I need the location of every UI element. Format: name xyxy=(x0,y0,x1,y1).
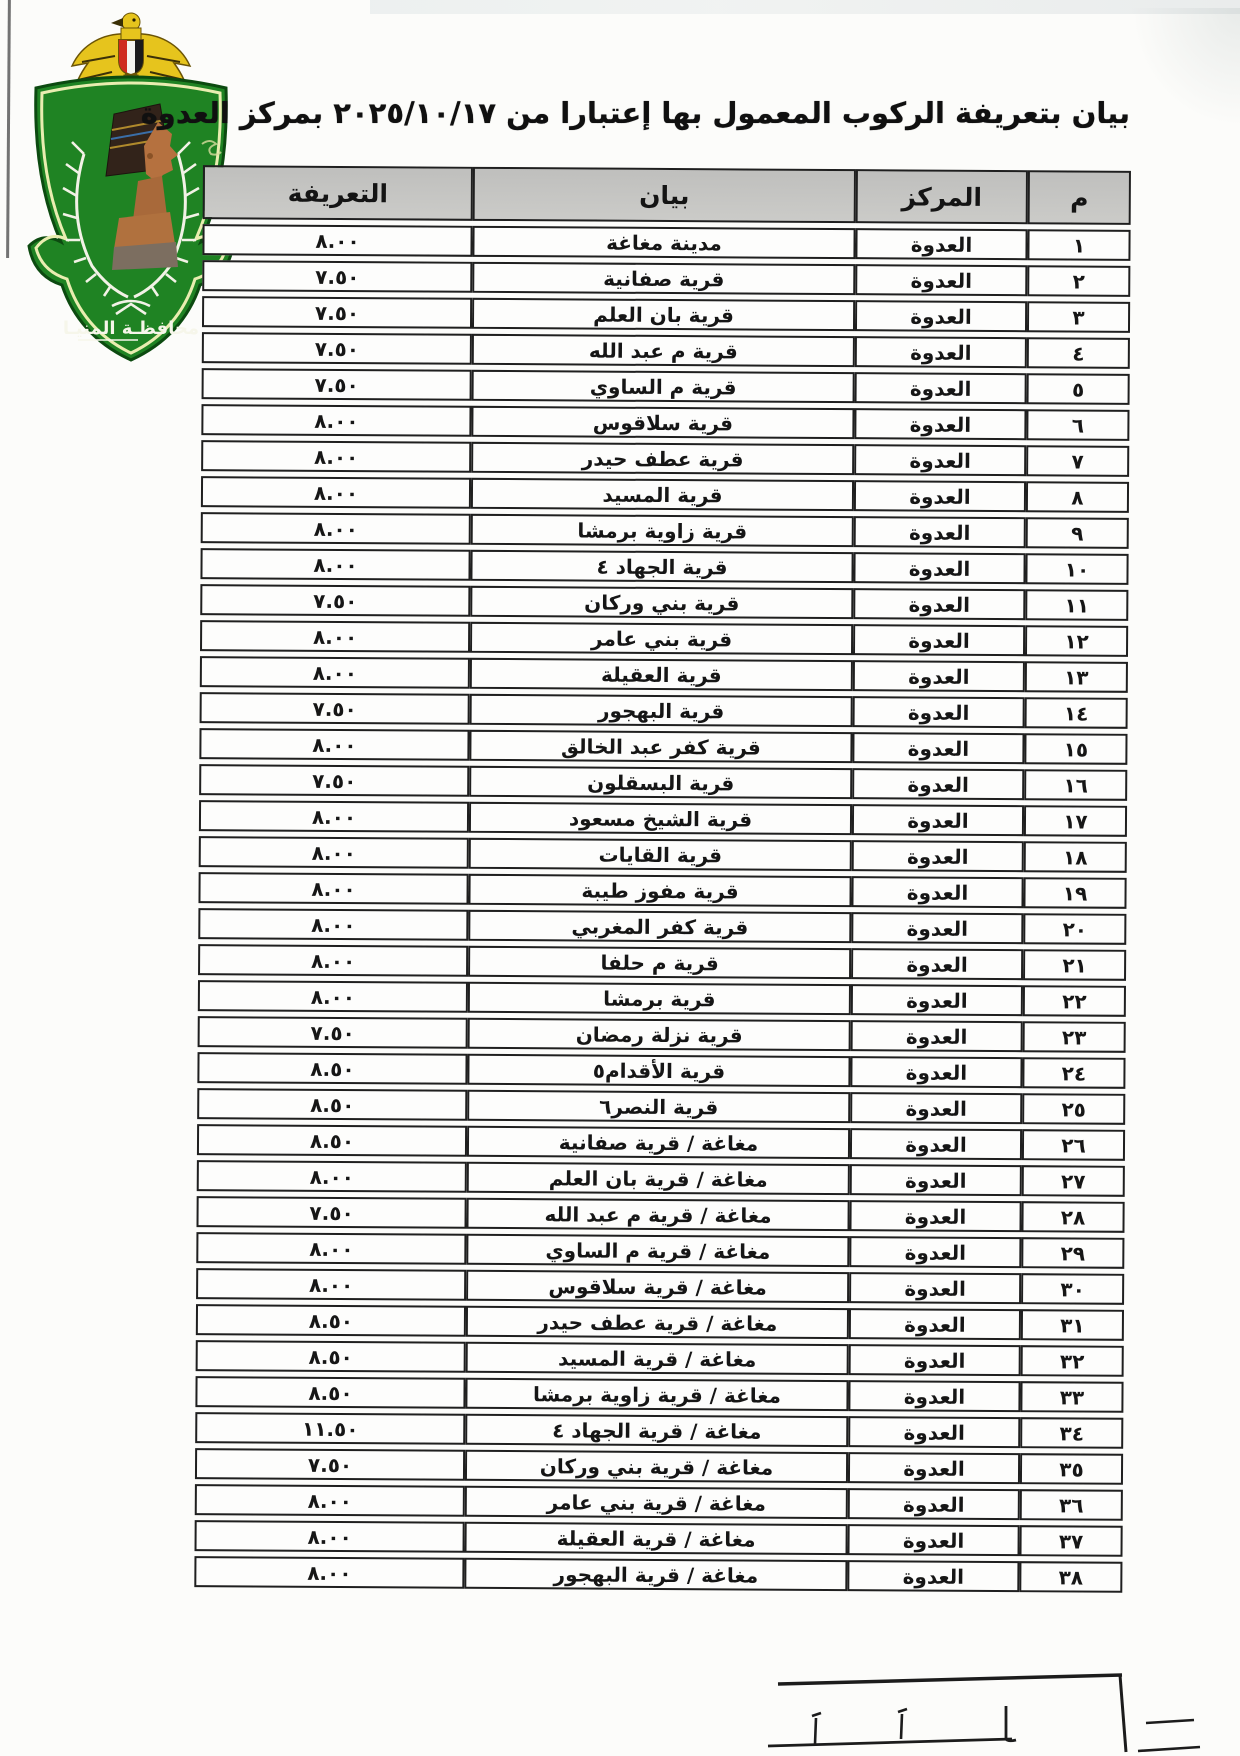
table-row xyxy=(195,1376,1123,1413)
table-row xyxy=(200,656,1128,693)
row-num-cell: ٣٢ xyxy=(1021,1345,1124,1377)
row-description-cell: قرية م حلفا xyxy=(468,946,851,979)
table-row xyxy=(197,1088,1125,1125)
row-num-cell: ٣١ xyxy=(1021,1309,1124,1341)
table-row xyxy=(195,1484,1123,1521)
row-num-cell: ٣٨ xyxy=(1019,1561,1122,1593)
table-row xyxy=(198,872,1126,909)
row-tariff-cell: ١١.٥٠ xyxy=(195,1412,465,1445)
row-num-cell: ٦ xyxy=(1026,409,1129,441)
row-center-cell: العدوة xyxy=(847,1524,1019,1556)
row-center-cell: العدوة xyxy=(851,984,1023,1016)
row-description-cell: مدينة مغاغة xyxy=(472,226,855,259)
table-row xyxy=(202,332,1130,369)
row-tariff-cell: ٨.٠٠ xyxy=(199,800,469,833)
row-center-cell: العدوة xyxy=(850,1164,1022,1196)
row-num-cell: ١١ xyxy=(1025,589,1128,621)
row-num-cell: ٢٤ xyxy=(1022,1057,1125,1089)
row-description-cell: مغاغة / قرية زاوية برمشا xyxy=(465,1378,848,1411)
row-tariff-cell: ٨.٠٠ xyxy=(202,224,472,257)
row-num-cell: ١٠ xyxy=(1025,553,1128,585)
table-row xyxy=(202,260,1130,297)
row-num-cell: ٤ xyxy=(1027,337,1130,369)
row-num-cell: ٢٦ xyxy=(1022,1129,1125,1161)
row-description-cell: قرية بني وركان xyxy=(470,586,853,619)
row-tariff-cell: ٨.٠٠ xyxy=(201,440,471,473)
row-num-cell: ١٢ xyxy=(1025,625,1128,657)
table-row xyxy=(201,404,1129,441)
row-num-cell: ٥ xyxy=(1027,373,1130,405)
row-num-cell: ٣٥ xyxy=(1020,1453,1123,1485)
table-row xyxy=(199,764,1127,801)
row-description-cell: قرية العقيلة xyxy=(470,658,853,691)
row-description-cell: قرية بان العلم xyxy=(472,298,855,331)
row-tariff-cell: ٨.٥٠ xyxy=(197,1052,467,1085)
table-row xyxy=(194,1556,1122,1593)
row-num-cell: ١٧ xyxy=(1024,805,1127,837)
row-tariff-cell: ٨.٠٠ xyxy=(200,548,470,581)
table-row xyxy=(202,296,1130,333)
row-tariff-cell: ٨.٠٠ xyxy=(194,1556,464,1589)
row-description-cell: قرية القايات xyxy=(469,838,852,871)
table-row xyxy=(199,836,1127,873)
row-description-cell: مغاغة / قرية سلاقوس xyxy=(466,1270,849,1303)
table-row xyxy=(197,1124,1125,1161)
row-tariff-cell: ٨.٠٠ xyxy=(199,836,469,869)
row-num-cell: ١٥ xyxy=(1024,733,1127,765)
row-description-cell: مغاغة / قرية العقيلة xyxy=(465,1522,848,1555)
table-row xyxy=(198,980,1126,1017)
row-center-cell: العدوة xyxy=(848,1416,1020,1448)
row-center-cell: العدوة xyxy=(854,480,1026,512)
row-description-cell: قرية مفوز طيبة xyxy=(468,874,851,907)
row-description-cell: قرية م عبد الله xyxy=(472,334,855,367)
row-num-cell: ٩ xyxy=(1026,517,1129,549)
table-row xyxy=(196,1304,1124,1341)
row-tariff-cell: ٨.٠٠ xyxy=(196,1268,466,1301)
table-row xyxy=(199,728,1127,765)
row-center-cell: العدوة xyxy=(855,228,1027,260)
row-description-cell: قرية الأقدام٥ xyxy=(467,1054,850,1087)
scan-edge-line xyxy=(6,0,11,258)
row-tariff-cell: ٨.٠٠ xyxy=(195,1520,465,1553)
table-row xyxy=(201,440,1129,477)
row-description-cell: قرية برمشا xyxy=(468,982,851,1015)
table-body xyxy=(194,224,1130,1593)
row-num-cell: ١ xyxy=(1027,229,1130,261)
row-description-cell: قرية كفر عبد الخالق xyxy=(469,730,852,763)
row-tariff-cell: ٧.٥٠ xyxy=(195,1448,465,1481)
row-description-cell: مغاغة / قرية صفانية xyxy=(467,1126,850,1159)
row-num-cell: ٢٧ xyxy=(1022,1165,1125,1197)
row-center-cell: العدوة xyxy=(848,1488,1020,1520)
table-row xyxy=(200,584,1128,621)
scan-artifact-marks xyxy=(730,1626,1230,1756)
row-center-cell: العدوة xyxy=(851,876,1023,908)
row-description-cell: قرية بني عامر xyxy=(470,622,853,655)
row-description-cell: قرية النصر٦ xyxy=(467,1090,850,1123)
row-tariff-cell: ٨.٥٠ xyxy=(196,1304,466,1337)
row-description-cell: مغاغة / قرية البهجور xyxy=(464,1558,847,1591)
logo-banner-text: محافظـة المنيـا xyxy=(62,318,200,339)
row-tariff-cell: ٨.٠٠ xyxy=(201,476,471,509)
row-tariff-cell: ٧.٥٠ xyxy=(202,368,472,401)
row-description-cell: مغاغة / قرية بان العلم xyxy=(467,1162,850,1195)
row-tariff-cell: ٧.٥٠ xyxy=(202,296,472,329)
row-tariff-cell: ٨.٠٠ xyxy=(195,1484,465,1517)
row-description-cell: قرية م الساوي xyxy=(472,370,855,403)
row-num-cell: ١٩ xyxy=(1023,877,1126,909)
row-center-cell: العدوة xyxy=(851,1020,1023,1052)
row-tariff-cell: ٨.٥٠ xyxy=(197,1088,467,1121)
row-tariff-cell: ٨.٠٠ xyxy=(198,872,468,905)
scan-corner-smudge xyxy=(1130,8,1240,128)
row-num-cell: ٢١ xyxy=(1023,949,1126,981)
row-num-cell: ٢٣ xyxy=(1023,1021,1126,1053)
row-num-cell: ٣٣ xyxy=(1020,1381,1123,1413)
table-row xyxy=(195,1412,1123,1449)
row-num-cell: ٢٥ xyxy=(1022,1093,1125,1125)
row-description-cell: قرية المسيد xyxy=(471,478,854,511)
document-title: بيان بتعريفة الركوب المعمول بها إعتبارا من ٢٠٢٥/١٠/١٧ بمركز العدوة xyxy=(140,96,1130,130)
row-tariff-cell: ٨.٠٠ xyxy=(201,404,471,437)
row-center-cell: العدوة xyxy=(851,948,1023,980)
row-num-cell: ٢٨ xyxy=(1021,1201,1124,1233)
row-tariff-cell: ٨.٠٠ xyxy=(198,944,468,977)
row-description-cell: قرية عطف حيدر xyxy=(471,442,854,475)
row-center-cell: العدوة xyxy=(849,1236,1021,1268)
row-tariff-cell: ٨.٥٠ xyxy=(196,1340,466,1373)
table-header-row xyxy=(203,165,1131,225)
row-num-cell: ٢ xyxy=(1027,265,1130,297)
row-center-cell: العدوة xyxy=(848,1380,1020,1412)
table-row xyxy=(196,1340,1124,1377)
table-row xyxy=(199,800,1127,837)
row-center-cell: العدوة xyxy=(852,768,1024,800)
row-tariff-cell: ٨.٠٠ xyxy=(201,512,471,545)
row-description-cell: مغاغة / قرية م الساوي xyxy=(466,1234,849,1267)
row-center-cell: العدوة xyxy=(854,444,1026,476)
row-center-cell: العدوة xyxy=(852,732,1024,764)
row-tariff-cell: ٨.٥٠ xyxy=(195,1376,465,1409)
row-num-cell: ١٤ xyxy=(1025,697,1128,729)
row-description-cell: قرية زاوية برمشا xyxy=(471,514,854,547)
row-center-cell: العدوة xyxy=(853,624,1025,656)
row-description-cell: قرية الشيخ مسعود xyxy=(469,802,852,835)
row-tariff-cell: ٨.٠٠ xyxy=(200,620,470,653)
row-center-cell: العدوة xyxy=(851,912,1023,944)
row-tariff-cell: ٧.٥٠ xyxy=(196,1196,466,1229)
table-row xyxy=(196,1196,1124,1233)
row-description-cell: مغاغة / قرية الجهاد ٤ xyxy=(465,1414,848,1447)
row-center-cell: العدوة xyxy=(854,516,1026,548)
row-tariff-cell: ٧.٥٠ xyxy=(200,692,470,725)
row-center-cell: العدوة xyxy=(849,1272,1021,1304)
row-description-cell: قرية صفانية xyxy=(472,262,855,295)
row-description-cell: قرية كفر المغربي xyxy=(468,910,851,943)
table-row xyxy=(200,620,1128,657)
table-row xyxy=(201,476,1129,513)
table-row xyxy=(197,1160,1125,1197)
row-center-cell: العدوة xyxy=(853,588,1025,620)
row-center-cell: العدوة xyxy=(852,804,1024,836)
table-row xyxy=(195,1520,1123,1557)
row-center-cell: العدوة xyxy=(850,1092,1022,1124)
row-center-cell: العدوة xyxy=(855,372,1027,404)
row-num-cell: ٣٠ xyxy=(1021,1273,1124,1305)
row-tariff-cell: ٨.٠٠ xyxy=(198,980,468,1013)
row-description-cell: مغاغة / قرية بني عامر xyxy=(465,1486,848,1519)
table-row xyxy=(196,1232,1124,1269)
row-num-cell: ١٦ xyxy=(1024,769,1127,801)
row-description-cell: قرية البهجور xyxy=(470,694,853,727)
row-center-cell: العدوة xyxy=(850,1128,1022,1160)
row-num-cell: ٢٩ xyxy=(1021,1237,1124,1269)
row-description-cell: مغاغة / قرية المسيد xyxy=(466,1342,849,1375)
row-center-cell: العدوة xyxy=(854,408,1026,440)
row-description-cell: قرية سلاقوس xyxy=(471,406,854,439)
row-center-cell: العدوة xyxy=(853,552,1025,584)
tariff-table-wrap xyxy=(194,160,1131,1598)
table-row xyxy=(198,908,1126,945)
row-description-cell: قرية نزلة رمضان xyxy=(468,1018,851,1051)
table-row xyxy=(201,512,1129,549)
row-num-cell: ٢٢ xyxy=(1023,985,1126,1017)
row-num-cell: ٣ xyxy=(1027,301,1130,333)
row-tariff-cell: ٨.٠٠ xyxy=(200,656,470,689)
table-row xyxy=(202,368,1130,405)
row-center-cell: العدوة xyxy=(849,1200,1021,1232)
row-tariff-cell: ٧.٥٠ xyxy=(202,260,472,293)
header-description: بيان xyxy=(473,167,856,223)
row-tariff-cell: ٨.٠٠ xyxy=(199,728,469,761)
header-num: م xyxy=(1028,170,1131,225)
row-num-cell: ٨ xyxy=(1026,481,1129,513)
table-row xyxy=(198,1016,1126,1053)
table-row xyxy=(200,692,1128,729)
row-num-cell: ٣٧ xyxy=(1019,1525,1122,1557)
row-tariff-cell: ٨.٥٠ xyxy=(197,1124,467,1157)
table-row xyxy=(200,548,1128,585)
scan-top-smudge xyxy=(370,0,1240,14)
row-center-cell: العدوة xyxy=(855,336,1027,368)
row-description-cell: مغاغة / قرية م عبد الله xyxy=(466,1198,849,1231)
row-num-cell: ١٨ xyxy=(1024,841,1127,873)
row-num-cell: ٣٤ xyxy=(1020,1417,1123,1449)
table-row xyxy=(202,224,1130,261)
row-center-cell: العدوة xyxy=(849,1308,1021,1340)
table-row xyxy=(198,944,1126,981)
row-center-cell: العدوة xyxy=(850,1056,1022,1088)
row-center-cell: العدوة xyxy=(853,660,1025,692)
row-num-cell: ٣٦ xyxy=(1020,1489,1123,1521)
table-row xyxy=(197,1052,1125,1089)
row-tariff-cell: ٨.٠٠ xyxy=(198,908,468,941)
row-center-cell: العدوة xyxy=(855,264,1027,296)
row-center-cell: العدوة xyxy=(852,840,1024,872)
row-tariff-cell: ٧.٥٠ xyxy=(198,1016,468,1049)
row-tariff-cell: ٧.٥٠ xyxy=(199,764,469,797)
row-description-cell: مغاغة / قرية بني وركان xyxy=(465,1450,848,1483)
row-center-cell: العدوة xyxy=(855,300,1027,332)
row-tariff-cell: ٨.٠٠ xyxy=(196,1232,466,1265)
row-center-cell: العدوة xyxy=(849,1344,1021,1376)
row-center-cell: العدوة xyxy=(848,1452,1020,1484)
header-center: المركز xyxy=(856,169,1028,224)
row-tariff-cell: ٨.٠٠ xyxy=(197,1160,467,1193)
row-num-cell: ١٣ xyxy=(1025,661,1128,693)
row-num-cell: ٧ xyxy=(1026,445,1129,477)
row-center-cell: العدوة xyxy=(847,1560,1019,1592)
row-tariff-cell: ٧.٥٠ xyxy=(202,332,472,365)
tariff-table xyxy=(194,160,1131,1598)
row-description-cell: قرية الجهاد ٤ xyxy=(470,550,853,583)
row-center-cell: العدوة xyxy=(853,696,1025,728)
row-description-cell: قرية البسقلون xyxy=(469,766,852,799)
row-description-cell: مغاغة / قرية عطف حيدر xyxy=(466,1306,849,1339)
header-tariff: التعريفة xyxy=(203,165,473,221)
row-num-cell: ٢٠ xyxy=(1023,913,1126,945)
table-row xyxy=(196,1268,1124,1305)
row-tariff-cell: ٧.٥٠ xyxy=(200,584,470,617)
table-row xyxy=(195,1448,1123,1485)
